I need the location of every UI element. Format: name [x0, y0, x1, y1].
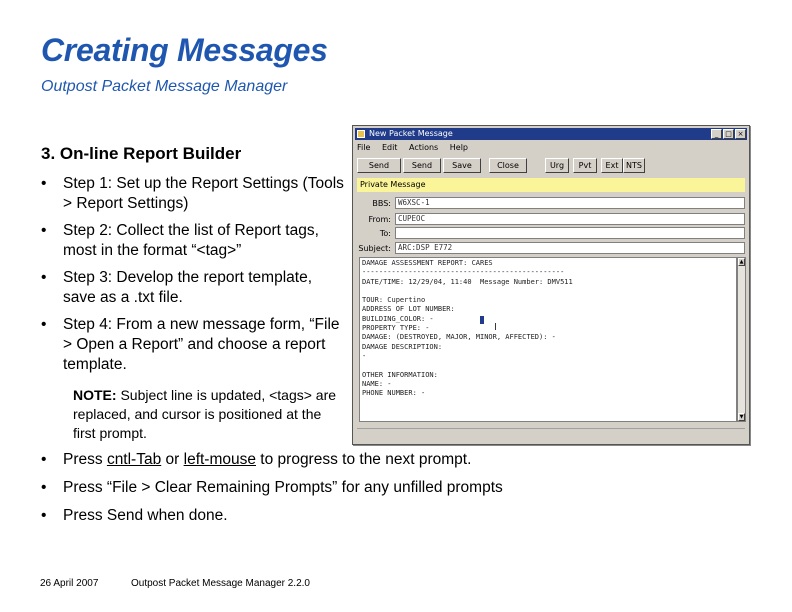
app-icon — [357, 130, 365, 138]
ibeam-cursor-icon: I — [494, 322, 497, 333]
menu-bar — [357, 143, 477, 155]
step-item: • Step 4: From a new message form, “File > Open a Report” and choose a report template. — [41, 315, 346, 375]
slide-title: Creating Messages — [41, 32, 328, 68]
status-bar — [357, 428, 745, 440]
window-titlebar[interactable] — [355, 128, 747, 140]
bbs-field[interactable]: W6XSC-1 — [395, 197, 745, 209]
note-label: NOTE: — [73, 387, 117, 403]
to-field[interactable] — [395, 227, 745, 239]
slide-subtitle: Outpost Packet Message Manager — [41, 78, 288, 95]
from-label: From: — [368, 215, 391, 224]
subject-label: Subject: — [358, 244, 391, 253]
bullet-text: or — [161, 451, 184, 468]
footer-title: Outpost Packet Message Manager 2.2.0 — [131, 578, 310, 589]
note-text: Subject line is updated, <tags> are replaced, and cursor is positioned at the first prompt. — [73, 387, 337, 441]
menu-file[interactable]: File — [357, 143, 371, 152]
send-button[interactable]: Send — [357, 158, 401, 173]
scroll-up-arrow[interactable]: ▲ — [739, 259, 744, 265]
bullet-text: to progress to the next prompt. — [256, 451, 472, 468]
extended-toggle[interactable]: Ext — [601, 158, 623, 173]
private-toggle[interactable]: Pvt — [573, 158, 597, 173]
nts-toggle[interactable]: NTS — [623, 158, 645, 173]
steps-list — [41, 174, 346, 382]
maximize-button[interactable]: □ — [723, 129, 734, 139]
bullet-text: Press — [63, 451, 107, 468]
text-cursor — [480, 316, 484, 324]
message-body[interactable]: DAMAGE ASSESSMENT REPORT: CARES ------------------------------------------------ DATE/TIME: 12/29/04, 11:40 Message Number: DMV511 TOUR: Cupertino ADDRESS OF LOT NUMBER: BUILDING_COLOR: - PROPERTY TYPE: - DAMAGE: (DESTROYED, MAJOR, MINOR, AFFECTED): - DAMAGE DESCRIPTION: - OTHER INFORMATION: NAME: - PHONE NUMBER: - — [359, 257, 737, 422]
section-heading: 3. On-line Report Builder — [41, 144, 242, 163]
body-scrollbar[interactable] — [737, 257, 746, 422]
menu-help[interactable]: Help — [449, 143, 469, 152]
window-title: New Packet Message — [369, 129, 453, 138]
save-button[interactable]: Save — [443, 158, 481, 173]
to-label: To: — [379, 229, 391, 238]
subject-field[interactable]: ARC:DSP E772 — [395, 242, 745, 254]
bullet-item: • Press “File > Clear Remaining Prompts” for any unfilled prompts — [41, 478, 781, 498]
footer-date: 26 April 2007 — [40, 578, 99, 589]
bullet-item — [41, 450, 781, 470]
bottom-bullets — [41, 450, 781, 534]
toolbar — [357, 158, 745, 174]
step-item: • Step 1: Set up the Report Settings (Tools > Report Settings) — [41, 174, 346, 214]
close-window-button[interactable]: × — [735, 129, 746, 139]
packet-message-window — [352, 125, 750, 445]
bullet-item: • Press Send when done. — [41, 506, 781, 526]
scroll-down-arrow[interactable]: ▼ — [739, 414, 744, 420]
shortcut-cntl-tab: cntl-Tab — [106, 451, 162, 468]
from-field[interactable]: CUPEOC — [395, 213, 745, 225]
step-item: • Step 2: Collect the list of Report tags, most in the format “<tag>” — [41, 221, 346, 261]
note — [73, 386, 343, 443]
minimize-button[interactable]: _ — [711, 129, 722, 139]
menu-actions[interactable]: Actions — [408, 143, 439, 152]
shortcut-left-mouse: left-mouse — [183, 451, 256, 468]
bbs-label: BBS: — [372, 199, 391, 208]
urgent-toggle[interactable]: Urg — [545, 158, 569, 173]
menu-edit[interactable]: Edit — [381, 143, 398, 152]
step-item: • Step 3: Develop the report template, save as a .txt file. — [41, 268, 346, 308]
close-button[interactable]: Close — [489, 158, 527, 173]
send-later-button[interactable]: Send — [403, 158, 441, 173]
message-type-banner: Private Message — [357, 178, 745, 192]
